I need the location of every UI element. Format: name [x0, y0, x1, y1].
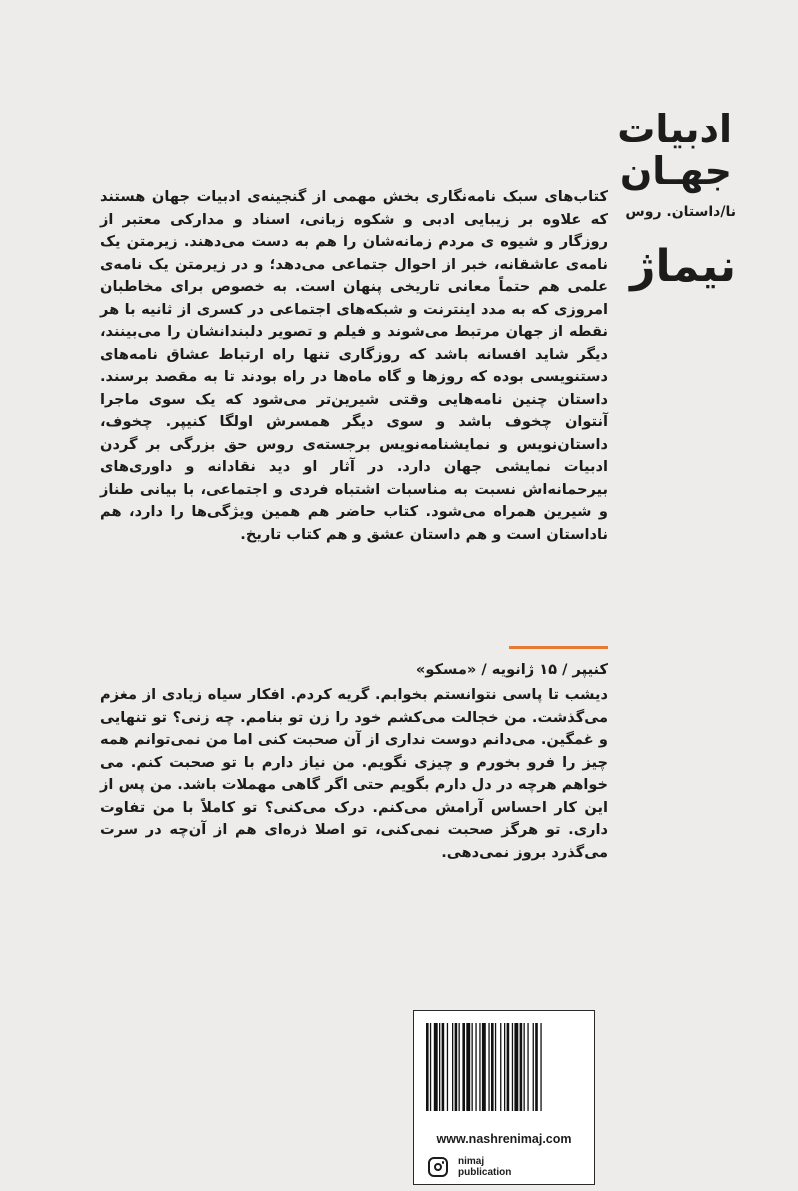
barcode-bar: [426, 1023, 429, 1111]
barcode-bar: [439, 1023, 440, 1111]
barcode-bar: [491, 1023, 494, 1111]
barcode-bar: [507, 1023, 510, 1111]
barcode-bar: [533, 1023, 534, 1111]
divider: [509, 646, 608, 649]
barcode-bar: [434, 1023, 438, 1111]
category-label: نا/داستان. روس: [625, 204, 736, 220]
barcode-bar: [514, 1023, 518, 1111]
barcode-bar: [535, 1023, 538, 1111]
instagram-line2: publication: [458, 1167, 512, 1178]
barcode-bar: [540, 1023, 541, 1111]
barcode-bar: [527, 1023, 528, 1111]
barcode-bar: [462, 1023, 465, 1111]
barcode-bar: [524, 1023, 525, 1111]
blurb-text: کتاب‌های سبک نامه‌نگاری بخش مهمی از گنجینه‌ی ادبیات جهان هستند که علاوه بر زیبایی ادبی و شکوه زبانی، اسناد و مدارکی معتبر از روزگار و شیوه ی مردم زمانه‌شان را هم به دست می‌دهند. زیرمتن یک نامه‌ی عاشقانه، خبر از احوال جتماعی می‌دهد؛ و در زیرمتن یک نامه‌ی علمی هم حتماً معانی تاریخی پنهان است. به خصوص برای مخاطبان امروزی که به مدد اینترنت و شبکه‌های اجتماعی در کسری از ثانیه با هر نقطه از جهان مرتبط می‌شوند و فیلم و تصویر دلبندانشان را می‌بینند، دیگر شاید افسانه باشد که روزگاری تنها راه ارتباط عشاق نامه‌های دستنویسی بوده که روزها و گاه ماه‌ها در راه بودند تا به مقصد برسند. داستان چنین نامه‌هایی وقتی شیرین‌تر می‌شود که یک سوی ماجرا آنتوان چخوف باشد و سوی دیگر همسرش اولگا کنیپر. چخوف، داستان‌نویس و نمایشنامه‌نویس برجسته‌ی روس حق بزرگی بر گردن ادبیات نمایشی جهان دارد. در آثار او دید نقادانه و داوری‌های بیرحمانه‌اش نسبت به مناسبات اشتباه فردی و اجتماعی، با بیانی طناز و شیرین همراه می‌شود. کتاب حاضر هم همین ویژگی‌ها را دارد، هم ناداستان است و هم داستان عشق و هم کتاب تاریخ.: [100, 188, 608, 543]
barcode-bar: [495, 1023, 496, 1111]
barcode-bar: [472, 1023, 473, 1111]
barcode-bar: [488, 1023, 489, 1111]
instagram-handle: [458, 1156, 511, 1178]
series-title-line1: ادبیات: [617, 107, 732, 151]
barcode-bar: [482, 1023, 486, 1111]
website-link[interactable]: www.nashrenimaj.com: [436, 1132, 572, 1146]
barcode-bar: [447, 1023, 448, 1111]
series-title-line2: جهـان: [619, 149, 732, 193]
publisher-logo: نیماژ: [630, 241, 736, 292]
barcode-bar: [455, 1023, 458, 1111]
barcode-bar: [512, 1023, 513, 1111]
instagram-icon: [428, 1157, 448, 1177]
barcode-bar: [430, 1023, 431, 1111]
barcode: [422, 1021, 586, 1125]
barcode-bar: [500, 1023, 501, 1111]
barcode-bar: [520, 1023, 523, 1111]
instagram-row[interactable]: [428, 1154, 511, 1180]
barcode-bar: [479, 1023, 480, 1111]
barcode-bar: [459, 1023, 460, 1111]
barcode-bar: [504, 1023, 505, 1111]
barcode-bar: [452, 1023, 453, 1111]
letter-header: کنیپر / ۱۵ ژانویه / «مسکو»: [415, 661, 608, 678]
instagram-line1: nimaj: [458, 1156, 485, 1167]
barcode-bar: [442, 1023, 445, 1111]
barcode-bar: [466, 1023, 470, 1111]
series-title: [612, 108, 732, 192]
info-box: [413, 1010, 595, 1185]
barcode-bar: [475, 1023, 476, 1111]
letter-body: دیشب تا پاسی نتوانستم بخوابم. گریه کردم. افکار سیاه زیادی از مغزم می‌گذشت. من خجالت می‌کشم خود را زن تو بنامم. چه زنی؟ تو تنهایی و غمگین. می‌دانم دوست نداری از آن صحبت کنی اما من نمی‌توانم همه چیز را فرو بخورم و چیزی نگویم. من نیاز دارم با تو صحبت کنم. می خواهم هرچه در دل دارم بگویم حتی اگر گاهی مهملات باشد. من پس از این کار احساس آرامش می‌کنم. درک می‌کنی؟ تو کاملاً با من تفاوت داری. تو هرگز صحبت نمی‌کنی، تو اصلا ذره‌ای هم از آن‌چه در سرت می‌گذرد بروز نمی‌دهی.: [100, 686, 608, 861]
